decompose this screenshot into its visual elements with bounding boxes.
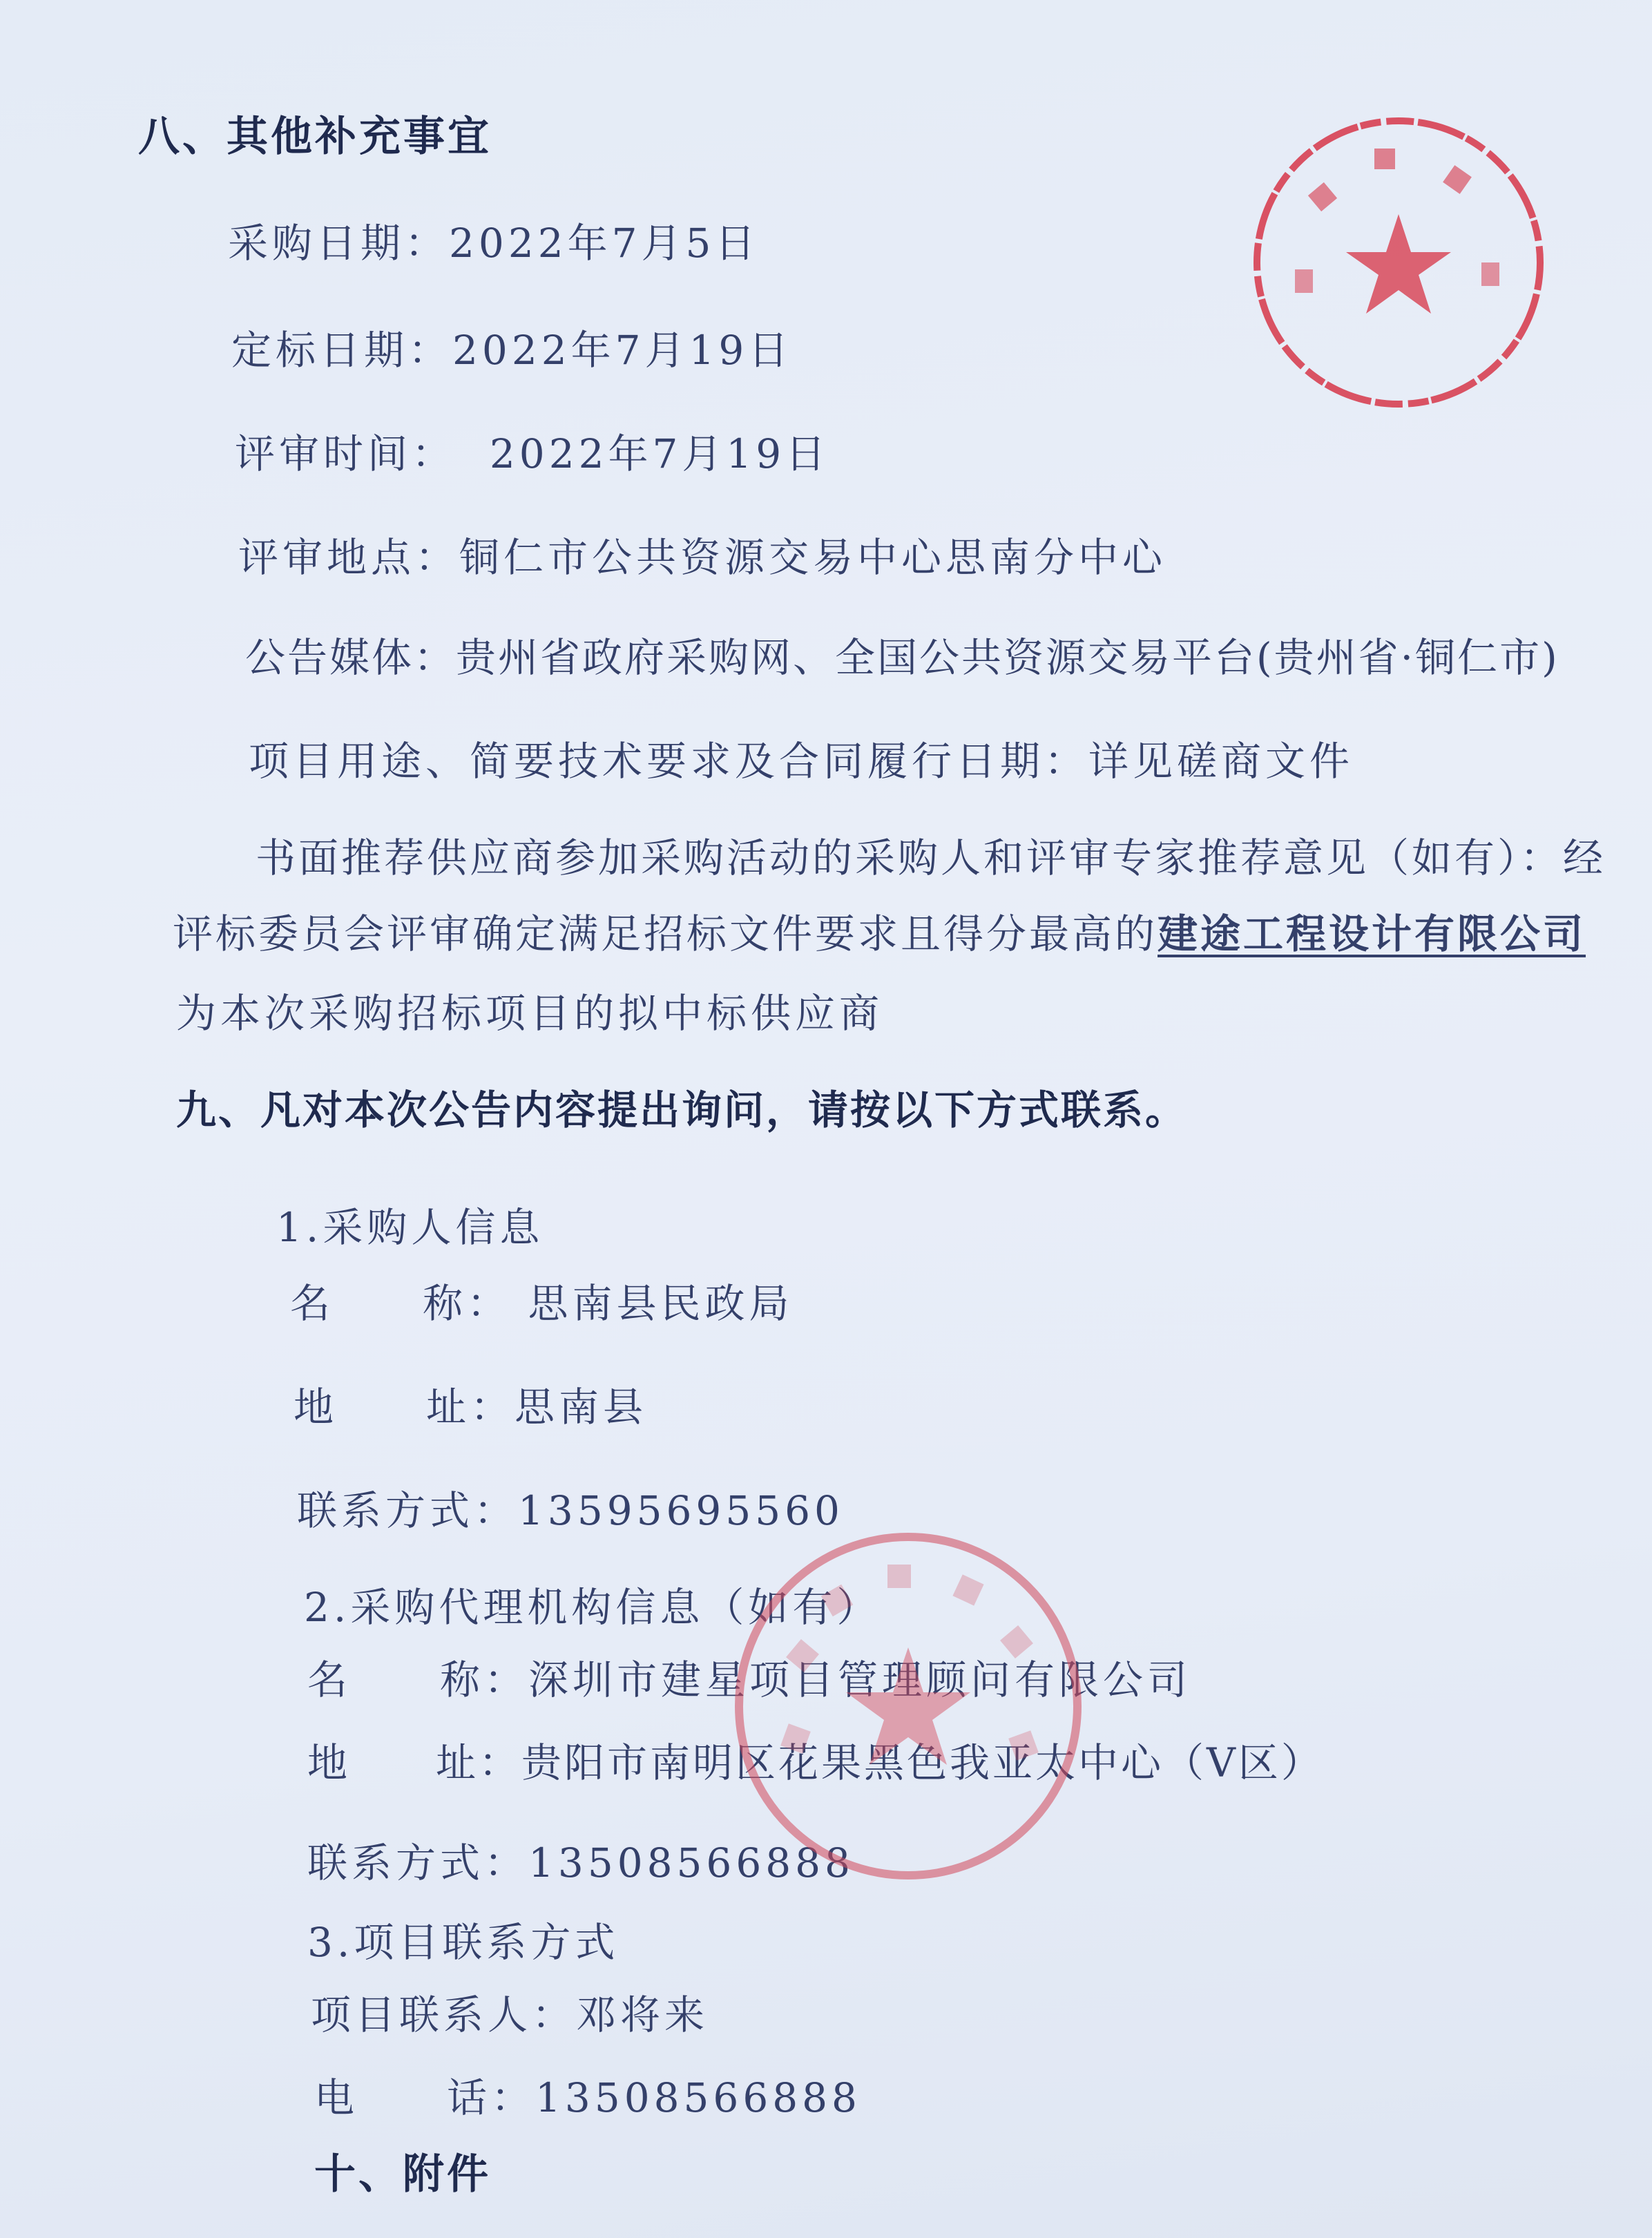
- agency-name-label: 名 称：: [307, 1656, 529, 1703]
- purchaser-name-row: [290, 1271, 793, 1329]
- project-phone-label: 电 话：: [314, 2074, 536, 2121]
- award-date-label: 定标日期：: [231, 327, 453, 374]
- recommend-company: 建途工程设计有限公司: [1158, 910, 1586, 957]
- project-title: 3.项目联系方式: [307, 1919, 620, 1966]
- agency-contact-label: 联系方式：: [307, 1839, 529, 1886]
- award-date-value: 2022年7月19日: [452, 327, 793, 374]
- project-person-label: 项目联系人：: [311, 1991, 577, 2038]
- project-person-value: 邓将来: [576, 1991, 709, 2038]
- purchaser-addr-row: [294, 1375, 647, 1433]
- media-label: 公告媒体：: [245, 634, 457, 681]
- section9-heading: 九、凡对本次公告内容提出询问，请按以下方式联系。: [176, 1087, 1188, 1134]
- official-seal-top: [1247, 111, 1550, 414]
- agency-name-row: [307, 1647, 1191, 1705]
- purchase-date-label: 采购日期：: [228, 220, 450, 267]
- recommend-line-3: 为本次采购招标项目的拟中标供应商: [176, 990, 884, 1037]
- media-value: 贵州省政府采购网、全国公共资源交易平台(贵州省·铜仁市): [456, 634, 1559, 681]
- agency-addr-row: [307, 1730, 1324, 1788]
- review-place-label: 评审地点：: [238, 534, 460, 581]
- project-person-row: [311, 1982, 709, 2040]
- usage-label: 项目用途、简要技术要求及合同履行日期：: [249, 738, 1089, 785]
- agency-contact-value: 13508566888: [528, 1839, 854, 1886]
- section10-heading: 十、附件: [314, 2150, 491, 2199]
- award-date-row: [231, 318, 792, 376]
- recommend-line-1: 书面推荐供应商参加采购活动的采购人和评审专家推荐意见（如有）：经: [256, 834, 1606, 881]
- review-place-value: 铜仁市公共资源交易中心思南分中心: [459, 534, 1167, 581]
- purchaser-name-label: 名 称：: [290, 1280, 512, 1327]
- usage-value: 详见磋商文件: [1088, 738, 1354, 785]
- review-time-label: 评审时间：: [235, 430, 457, 477]
- usage-row: [249, 729, 1354, 787]
- agency-title: 2.采购代理机构信息（如有）: [304, 1584, 881, 1631]
- purchaser-addr-label: 地 址：: [294, 1384, 515, 1431]
- purchaser-contact-value: 13595695560: [518, 1487, 844, 1534]
- agency-addr-value: 贵阳市南明区花果黑色我亚太中心（V区）: [521, 1739, 1324, 1786]
- purchaser-contact-label: 联系方式：: [297, 1487, 519, 1534]
- media-row: [245, 625, 1559, 683]
- recommend-line-2-prefix: 评标委员会评审确定满足招标文件要求且得分最高的: [173, 910, 1158, 957]
- purchase-date-value: 2022年7月5日: [449, 220, 760, 267]
- purchaser-addr-value: 思南县: [515, 1384, 648, 1431]
- section8-heading: 八、其他补充事宜: [138, 113, 492, 161]
- project-phone-row: [314, 2065, 861, 2123]
- agency-contact-row: [307, 1830, 854, 1888]
- purchase-date-row: [228, 211, 759, 269]
- review-place-row: [238, 525, 1166, 583]
- project-phone-value: 13508566888: [535, 2074, 861, 2121]
- recommend-line-2: [173, 901, 1586, 959]
- review-time-row: [235, 421, 829, 479]
- purchaser-title: 1.采购人信息: [276, 1204, 544, 1251]
- review-time-value: 2022年7月19日: [489, 430, 830, 477]
- seal-top-graphic: [1247, 111, 1550, 414]
- agency-addr-label: 地 址：: [307, 1739, 522, 1786]
- purchaser-name-value: 思南县民政局: [528, 1280, 794, 1327]
- agency-name-value: 深圳市建星项目管理顾问有限公司: [528, 1656, 1192, 1703]
- purchaser-contact-row: [297, 1478, 844, 1536]
